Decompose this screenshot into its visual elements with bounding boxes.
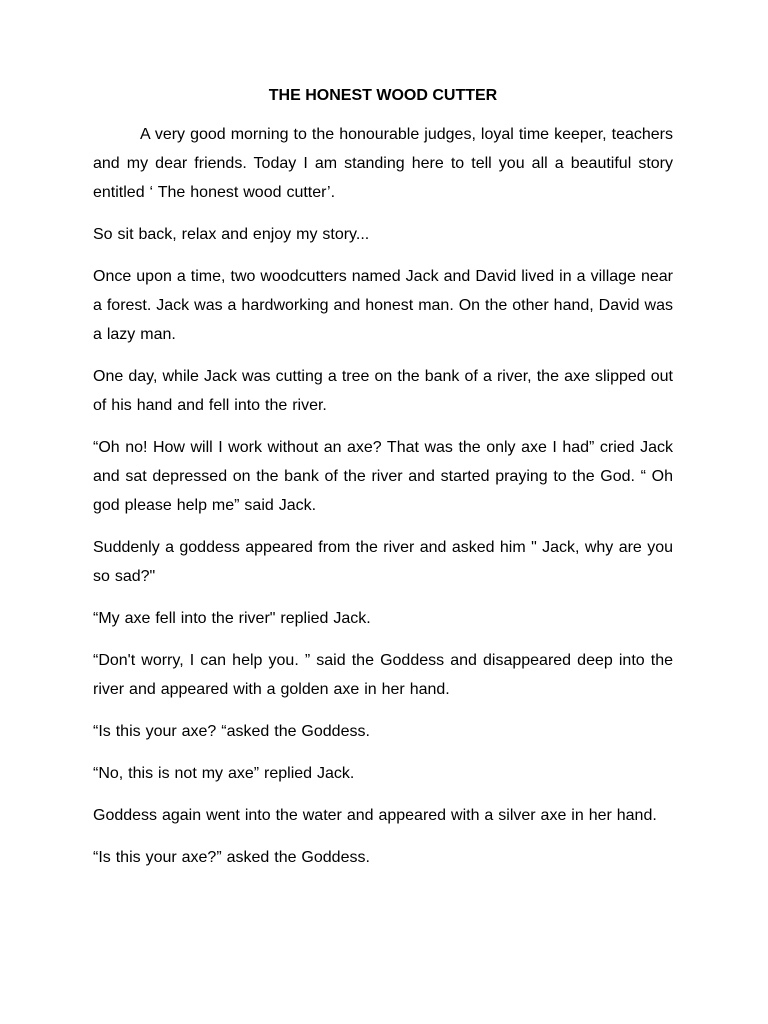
paragraph-greeting: A very good morning to the honourable judges, loyal time keeper, teachers and my dear friends. Today I am standing here to tell you all a beautiful story entitled ‘ The honest wood cutter’.	[93, 126, 673, 201]
paragraph-invitation: So sit back, relax and enjoy my story...	[93, 226, 370, 243]
paragraph-golden-axe-answer: “No, this is not my axe” replied Jack.	[93, 765, 355, 782]
document-page	[93, 86, 673, 885]
paragraph-goddess-appears: Suddenly a goddess appeared from the river and asked him " Jack, why are you so sad?"	[93, 539, 673, 585]
paragraph-introduction: Once upon a time, two woodcutters named Jack and David lived in a village near a forest. Jack was a hardworking and honest man. On the other hand, David was a lazy man.	[93, 268, 673, 343]
document-title: THE HONEST WOOD CUTTER	[268, 87, 498, 104]
paragraph-golden-axe-question: “Is this your axe? “asked the Goddess.	[93, 723, 370, 740]
paragraph-jack-prays: “Oh no! How will I work without an axe? That was the only axe I had” cried Jack and sat depressed on the bank of the river and started praying to the God. “ Oh god please help me” said Jack.	[93, 439, 673, 514]
paragraph-silver-axe: Goddess again went into the water and appeared with a silver axe in her hand.	[93, 807, 657, 824]
paragraph-jack-replies: “My axe fell into the river" replied Jack.	[93, 610, 371, 627]
paragraph-axe-falls: One day, while Jack was cutting a tree on the bank of a river, the axe slipped out of his hand and fell into the river.	[93, 368, 673, 414]
paragraph-silver-axe-question: “Is this your axe?” asked the Goddess.	[93, 849, 370, 866]
paragraph-golden-axe: “Don't worry, I can help you. ” said the Goddess and disappeared deep into the river and appeared with a golden axe in her hand.	[93, 652, 673, 698]
